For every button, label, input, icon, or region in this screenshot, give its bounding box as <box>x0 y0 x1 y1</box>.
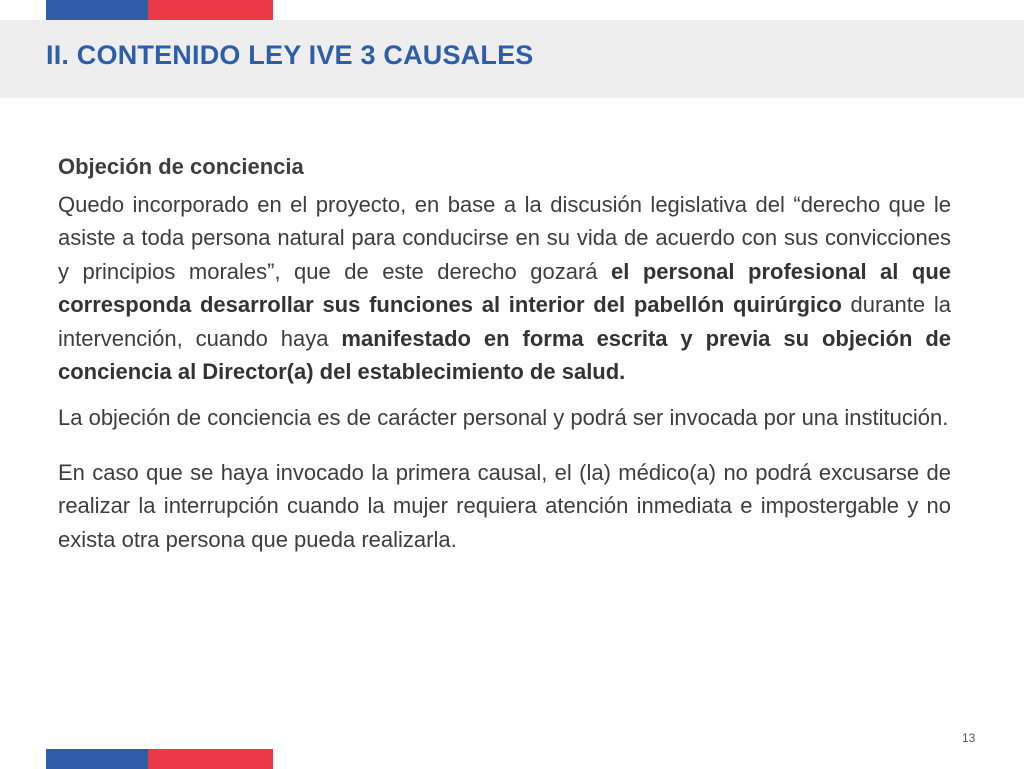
flag-red-segment <box>148 0 273 20</box>
paragraph-first-causal-exception: En caso que se haya invocado la primera causal, el (la) médico(a) no podrá excusarse de realizar la interrupción cuando la mujer requiera atención inmediata e impostergable y no exista otra persona que pueda realizarla. <box>58 459 951 552</box>
section-subheading: Objeción de conciencia <box>58 154 304 179</box>
top-flag-stripe <box>46 0 273 20</box>
paragraph-bold-text: el personal profesional al que corresponda desarrollar sus funciones al interior del pabellón quirúrgico <box>58 258 951 317</box>
paragraph-text: durante la intervención, cuando haya <box>58 292 951 351</box>
page-number: 13 <box>962 731 976 745</box>
paragraph-objection-definition <box>58 188 951 389</box>
flag-red-segment <box>148 749 273 769</box>
flag-blue-segment <box>46 749 148 769</box>
paragraph-text: Quedo incorporado en el proyecto, en base a la discusión legislativa del “derecho que le asiste a toda persona natural para conducirse en su vida de acuerdo con sus convicciones y principios morales”, que de este derecho gozará <box>58 191 951 284</box>
bottom-flag-stripe <box>46 749 273 769</box>
slide-body <box>58 150 951 556</box>
paragraph-bold-text: manifestado en forma escrita y previa su objeción de conciencia al Director(a) del establecimiento de salud. <box>58 325 951 384</box>
slide-title: II. CONTENIDO LEY IVE 3 CAUSALES <box>46 40 534 70</box>
flag-blue-segment <box>46 0 148 20</box>
paragraph-personal-character: La objeción de conciencia es de carácter personal y podrá ser invocada por una institución. <box>58 404 949 430</box>
